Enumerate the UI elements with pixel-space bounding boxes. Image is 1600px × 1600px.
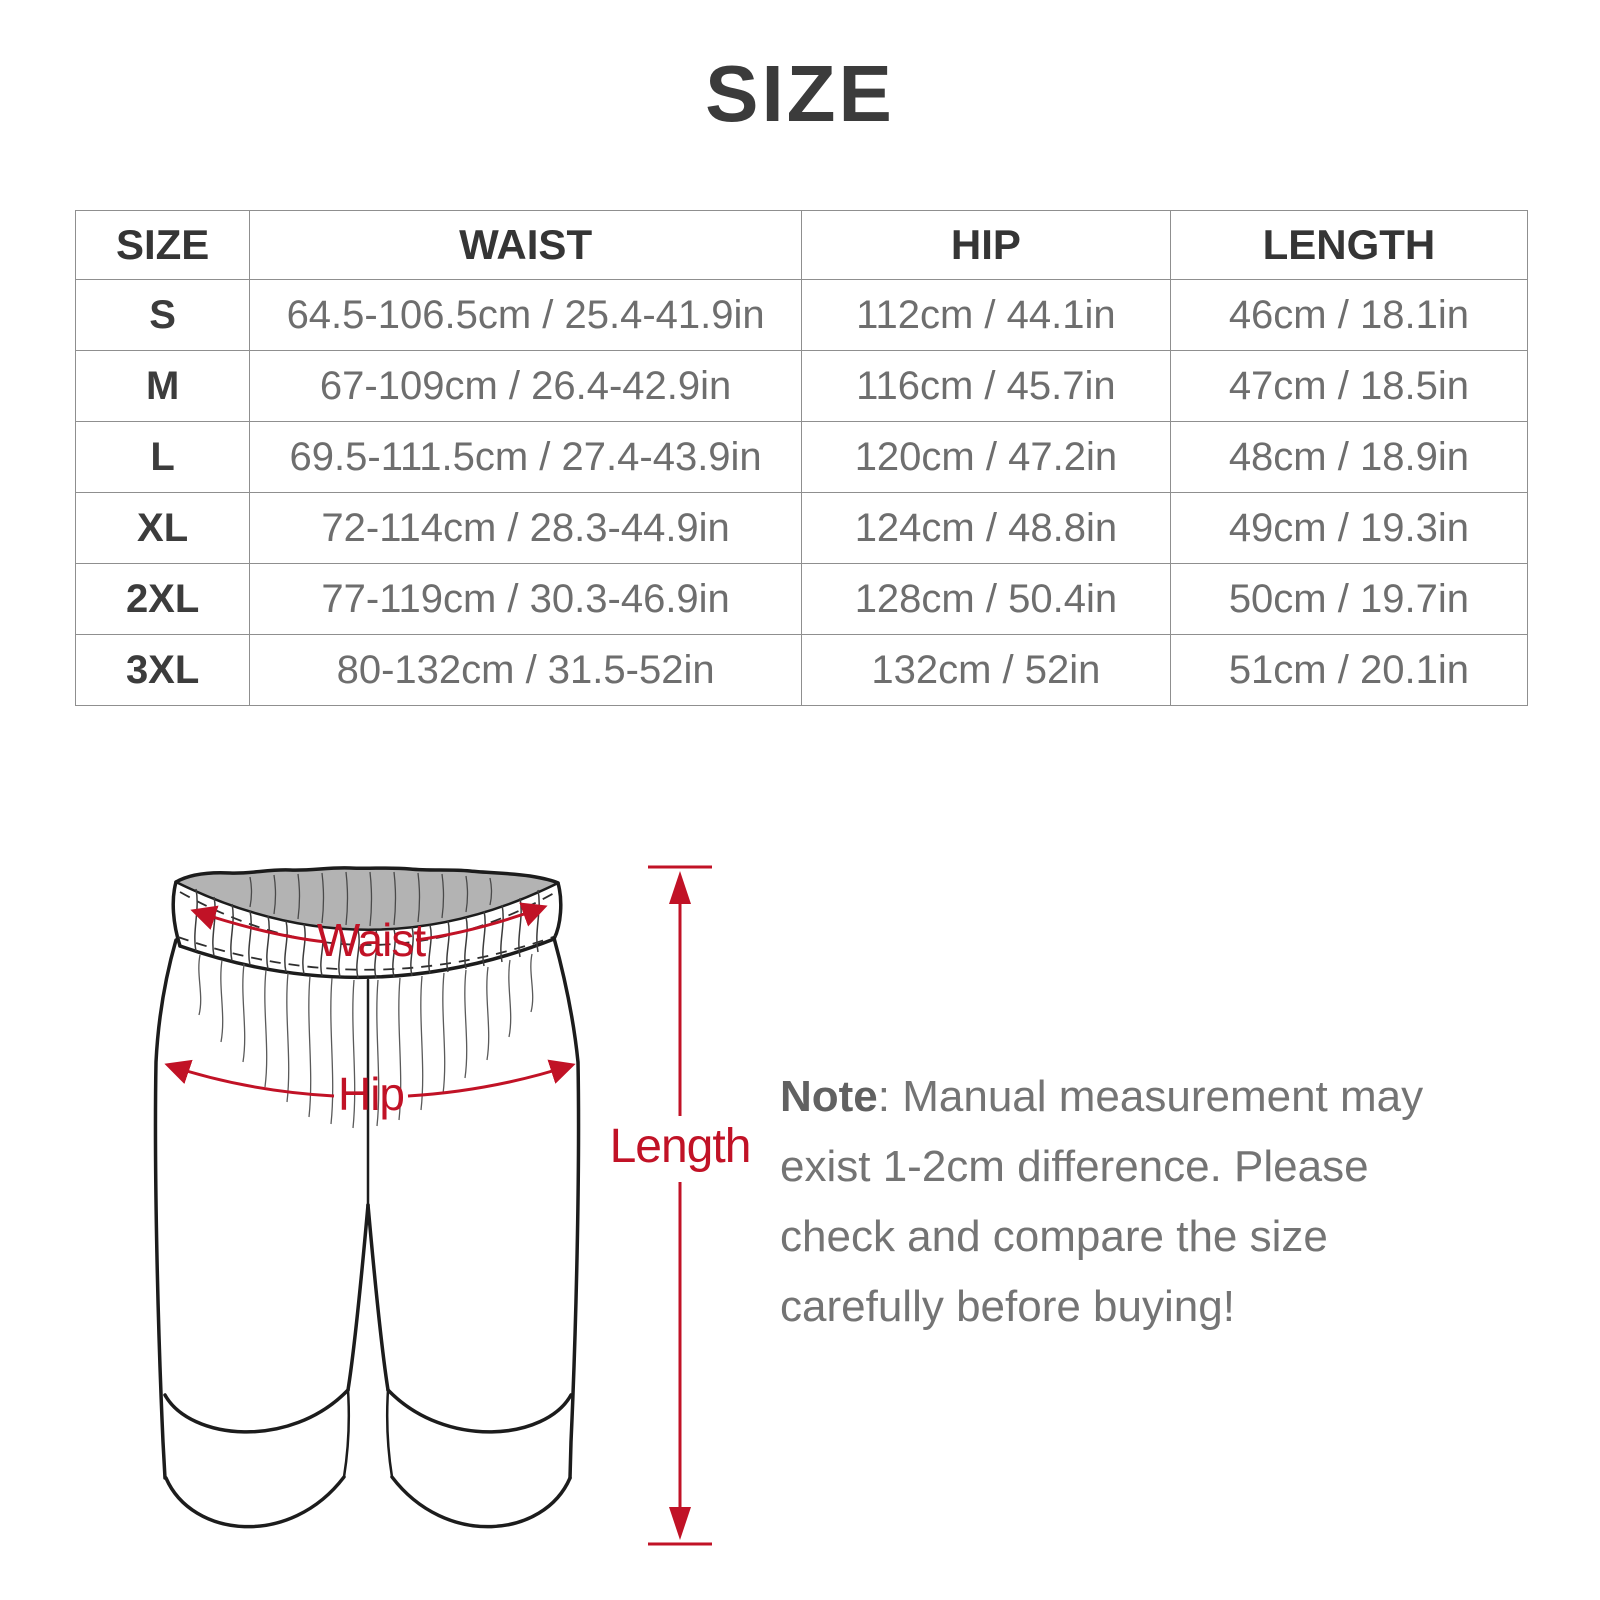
hip-cell: 124cm / 48.8in	[801, 493, 1170, 564]
length-bottom-arrowhead	[669, 1507, 691, 1540]
size-table	[75, 210, 1528, 706]
waist-cell: 77-119cm / 30.3-46.9in	[250, 564, 802, 635]
table-row	[76, 564, 1528, 635]
note-label: Note	[780, 1072, 878, 1121]
length-cell: 49cm / 19.3in	[1170, 493, 1527, 564]
size-cell: 3XL	[76, 635, 250, 706]
hip-annotation	[168, 1065, 572, 1120]
length-cell: 48cm / 18.9in	[1170, 422, 1527, 493]
waist-cell: 72-114cm / 28.3-44.9in	[250, 493, 802, 564]
note-text	[780, 1062, 1470, 1342]
hip-arrow-right	[408, 1065, 572, 1096]
header-cell-length: LENGTH	[1170, 211, 1527, 280]
right-inner-edge	[368, 1205, 388, 1390]
table-row	[76, 422, 1528, 493]
shorts-measurement-diagram	[130, 832, 790, 1562]
waist-cell: 69.5-111.5cm / 27.4-43.9in	[250, 422, 802, 493]
waist-cell: 80-132cm / 31.5-52in	[250, 635, 802, 706]
left-inner-edge	[348, 1205, 368, 1390]
length-cell: 51cm / 20.1in	[1170, 635, 1527, 706]
length-top-arrowhead	[669, 871, 691, 904]
hip-cell: 120cm / 47.2in	[801, 422, 1170, 493]
header-cell-hip: HIP	[801, 211, 1170, 280]
left-cuff-top	[165, 1390, 348, 1432]
right-cuff-side	[387, 1390, 392, 1477]
length-cell: 47cm / 18.5in	[1170, 351, 1527, 422]
size-cell: M	[76, 351, 250, 422]
left-cuff-bottom	[166, 1477, 344, 1527]
length-cell: 50cm / 19.7in	[1170, 564, 1527, 635]
right-cuff-bottom	[392, 1477, 570, 1527]
header-cell-size: SIZE	[76, 211, 250, 280]
waistband-right-cap	[554, 883, 561, 939]
size-cell: 2XL	[76, 564, 250, 635]
length-label: Length	[609, 1120, 751, 1173]
waist-annotation	[194, 907, 544, 966]
table-row	[76, 351, 1528, 422]
note-body: : Manual measurement may exist 1-2cm difference. Please check and compare the size carefully before buying!	[780, 1072, 1424, 1331]
table-row	[76, 280, 1528, 351]
page-title: SIZE	[705, 49, 895, 138]
length-cell: 46cm / 18.1in	[1170, 280, 1527, 351]
table-row	[76, 635, 1528, 706]
hip-arrow-left	[168, 1065, 334, 1096]
header-cell-waist: WAIST	[250, 211, 802, 280]
right-outer-edge	[554, 938, 579, 1478]
waist-label: Waist	[316, 914, 426, 966]
right-cuff-top	[388, 1390, 571, 1432]
shorts-diagram-svg	[130, 832, 790, 1562]
hip-cell: 132cm / 52in	[801, 635, 1170, 706]
waist-cell: 64.5-106.5cm / 25.4-41.9in	[250, 280, 802, 351]
size-cell: S	[76, 280, 250, 351]
hip-label: Hip	[337, 1068, 405, 1120]
length-annotation	[610, 867, 751, 1544]
size-cell: L	[76, 422, 250, 493]
shorts-outline	[155, 938, 578, 1527]
hip-cell: 128cm / 50.4in	[801, 564, 1170, 635]
hip-cell: 112cm / 44.1in	[801, 280, 1170, 351]
hip-cell: 116cm / 45.7in	[801, 351, 1170, 422]
left-cuff-side	[344, 1390, 349, 1477]
table-row	[76, 493, 1528, 564]
waist-cell: 67-109cm / 26.4-42.9in	[250, 351, 802, 422]
size-cell: XL	[76, 493, 250, 564]
table-header-row	[76, 211, 1528, 280]
